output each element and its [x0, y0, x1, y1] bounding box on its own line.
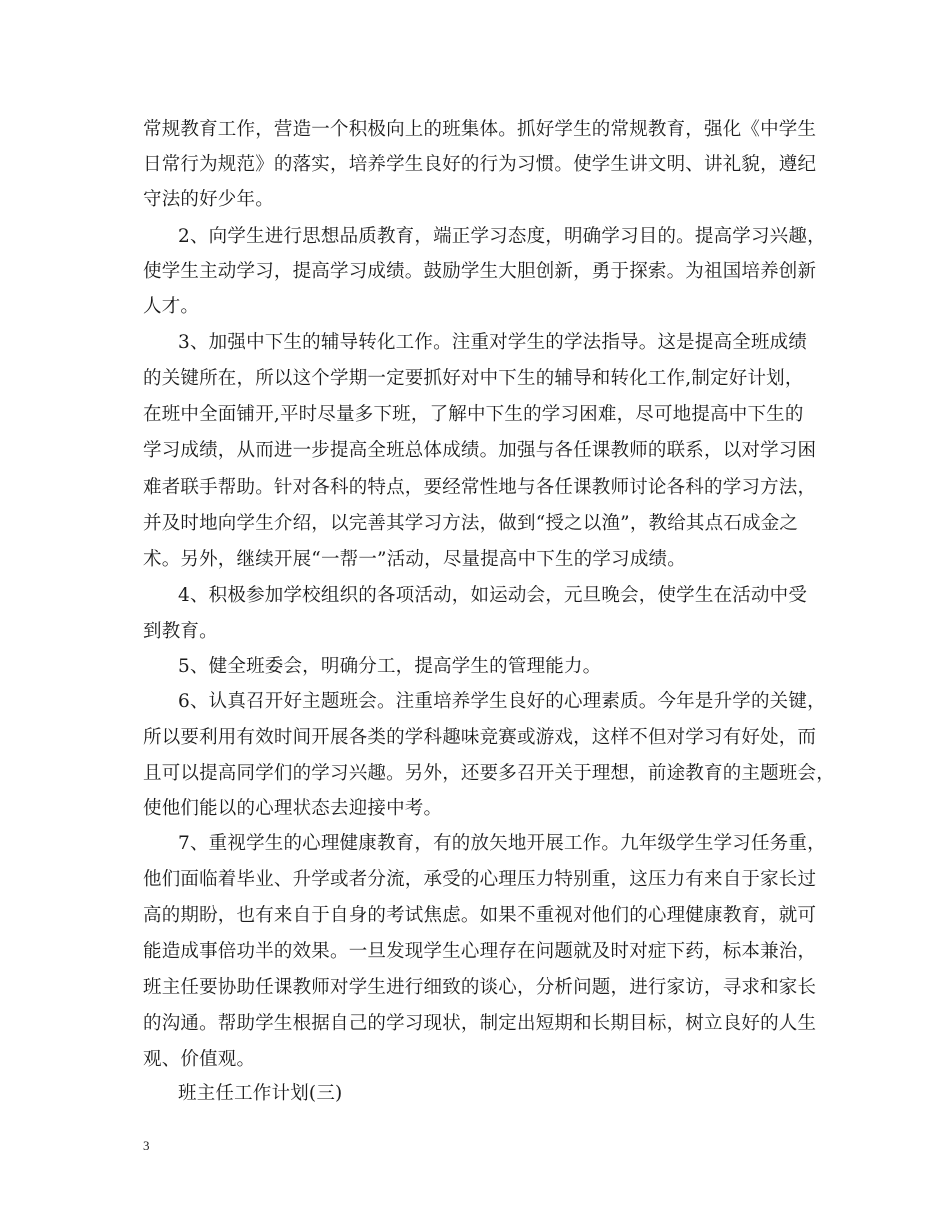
- text-line: 日常行为规范》的落实，培养学生良好的行为习惯。使学生讲文明、讲礼貌，遵纪: [143, 154, 817, 175]
- paragraph-7-start: 7、重视学生的心理健康教育，有的放矢地开展工作。九年级学生学习任务重，: [178, 833, 826, 854]
- text-line: 他们面临着毕业、升学或者分流，承受的心理压力特别重，这压力有来自于家长过: [143, 869, 817, 890]
- text-line: 能造成事倍功半的效果。一旦发现学生心理存在问题就及时对症下药，标本兼治，: [143, 941, 817, 962]
- text-line: 使他们能以的心理状态去迎接中考。: [143, 798, 443, 819]
- section-heading: 班主任工作计划(三): [178, 1083, 343, 1104]
- text-line: 在班中全面铺开,平时尽量多下班，了解中下生的学习困难，尽可地提高中下生的: [143, 404, 804, 425]
- text-line: 学习成绩，从而进一步提高全班总体成绩。加强与各任课教师的联系，以对学习困: [143, 440, 817, 461]
- text-line: 常规教育工作，营造一个积极向上的班集体。抓好学生的常规教育，强化《中学生: [143, 119, 817, 140]
- text-line: 的关键所在，所以这个学期一定要抓好对中下生的辅导和转化工作,制定好计划，: [143, 368, 804, 389]
- paragraph-2-start: 2、向学生进行思想品质教育，端正学习态度，明确学习目的。提高学习兴趣，: [178, 226, 826, 247]
- text-line: 所以要利用有效时间开展各类的学科趣味竞赛或游戏，这样不但对学习有好处，而: [143, 727, 817, 748]
- paragraph-4-start: 4、积极参加学校组织的各项活动，如运动会，元旦晚会，使学生在活动中受: [178, 585, 808, 606]
- paragraph-6-start: 6、认真召开好主题班会。注重培养学生良好的心理素质。今年是升学的关键，: [178, 691, 826, 712]
- text-line: 到教育。: [143, 621, 218, 642]
- text-line: 人才。: [143, 296, 200, 317]
- text-line: 守法的好少年。: [143, 189, 274, 210]
- text-line: 高的期盼，也有来自于自身的考试焦虑。如果不重视对他们的心理健康教育，就可: [143, 905, 817, 926]
- text-line: 的沟通。帮助学生根据自己的学习现状，制定出短期和长期目标，树立良好的人生: [143, 1013, 817, 1034]
- paragraph-3-start: 3、加强中下生的辅导转化工作。注重对学生的学法指导。这是提高全班成绩: [178, 332, 808, 353]
- page-number: 3: [143, 1138, 150, 1153]
- text-line: 难者联手帮助。针对各科的特点，要经常性地与各任课教师讨论各科的学习方法，: [143, 477, 817, 498]
- paragraph-5: 5、健全班委会，明确分工，提高学生的管理能力。: [178, 656, 602, 677]
- text-line: 术。另外，继续开展“一帮一”活动，尽量提高中下生的学习成绩。: [143, 549, 686, 570]
- text-line: 观、价值观。: [143, 1049, 256, 1070]
- text-line: 班主任要协助任课教师对学生进行细致的谈心，分析问题，进行家访，寻求和家长: [143, 977, 817, 998]
- text-line: 并及时地向学生介绍，以完善其学习方法，做到“授之以渔”，教给其点石成金之: [143, 513, 799, 534]
- text-line: 且可以提高同学们的学习兴趣。另外，还要多召开关于理想，前途教育的主题班会，: [143, 763, 835, 784]
- text-line: 使学生主动学习，提高学习成绩。鼓励学生大胆创新，勇于探索。为祖国培养创新: [143, 261, 817, 282]
